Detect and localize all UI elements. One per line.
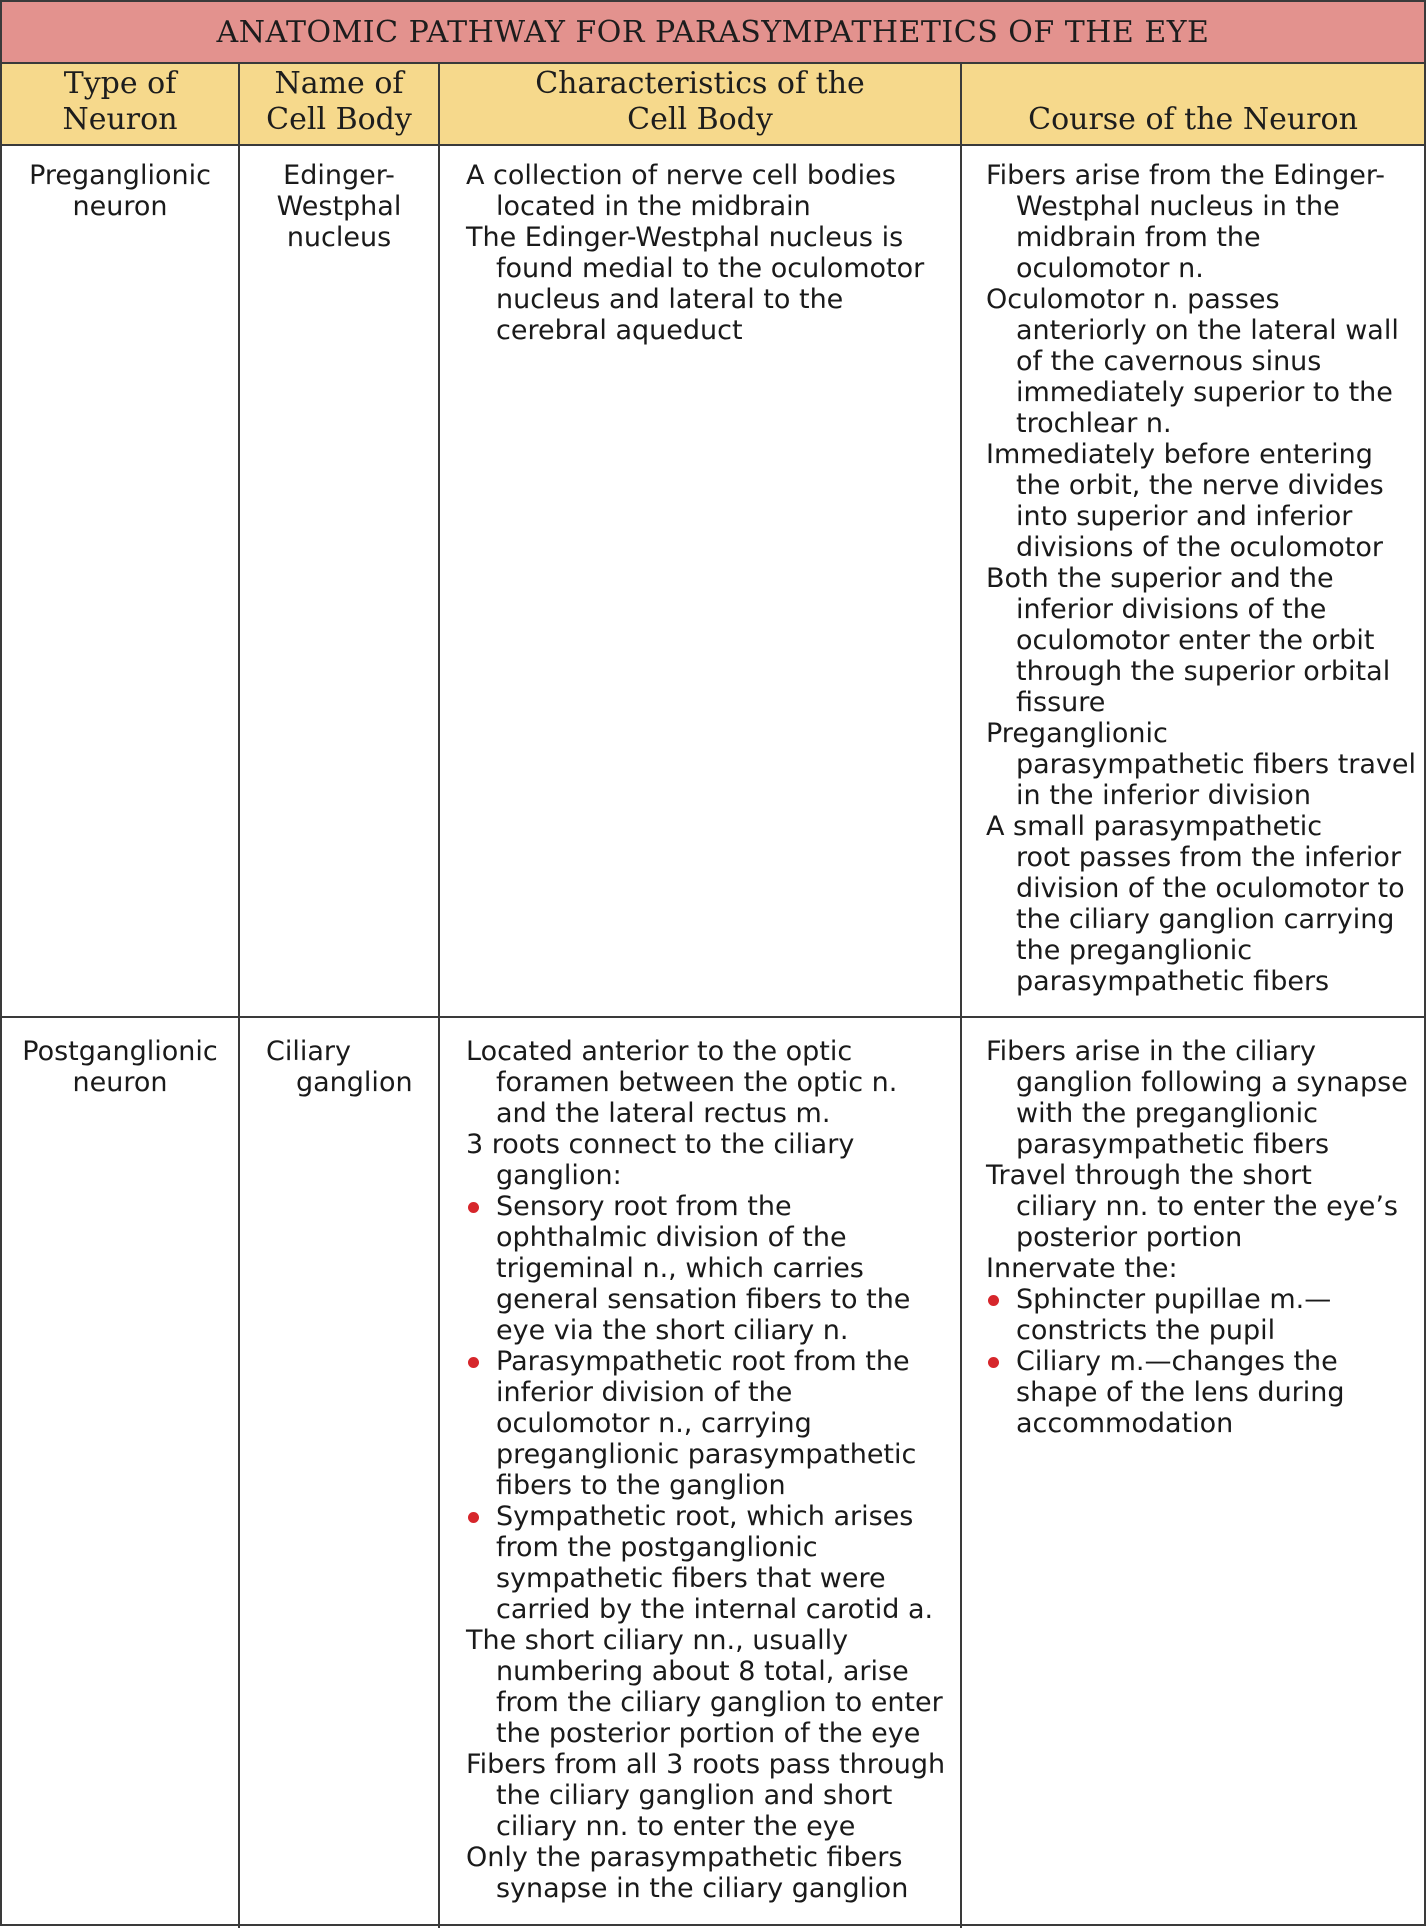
bullet-item [466,1501,954,1625]
text-line: Sensory root from the [496,1191,792,1222]
text-line: ganglion: [496,1160,622,1191]
row2-course-of-neuron [986,1036,1424,1439]
text-line: the preganglionic [1016,935,1253,966]
paragraph [986,1160,1424,1253]
text-line: A small parasympathetic [986,811,1323,842]
text-line: midbrain from the [1016,222,1261,253]
text-line: general sensation fibers to the [496,1284,911,1315]
text-line: fissure [1016,687,1106,718]
text-line: from the postganglionic [496,1532,818,1563]
header-type-line-2: Neuron [62,102,178,137]
row2-type-of-neuron [2,1036,238,1098]
header-type-of-neuron [2,64,238,144]
text-line: sympathetic fibers that were [496,1563,886,1594]
paragraph [466,1625,954,1749]
column-divider [438,64,440,1928]
header-type-line-1: Type of [63,66,177,101]
header-characteristics-line-2: Cell Body [627,102,773,137]
text-line: constricts the pupil [1016,1315,1276,1346]
text-line: Fibers from all 3 roots pass through [466,1749,946,1780]
text-line: trochlear n. [1016,408,1172,439]
table-title: ANATOMIC PATHWAY FOR PARASYMPATHETICS OF THE EYE [2,2,1424,64]
bullet-dot-icon [988,1295,999,1306]
text-line: accommodation [1016,1408,1234,1439]
text-line: inferior division of the [496,1377,793,1408]
paragraph [986,160,1424,284]
text-line: in the inferior division [1016,780,1311,811]
bullet-dot-icon [988,1357,999,1368]
text-line: the ciliary ganglion carrying [1016,904,1395,935]
header-course-of-neuron: Course of the Neuron [1028,102,1358,137]
row1-type-line: neuron [72,191,168,222]
text-line: into superior and inferior [1016,501,1353,532]
text-line: posterior portion [1016,1222,1243,1253]
text-line: eye via the short ciliary n. [496,1315,849,1346]
text-line: of the cavernous sinus [1016,346,1322,377]
row2-type-line: Postganglionic [22,1036,218,1067]
row2-name-paragraph [266,1036,438,1098]
text-line: Fibers arise from the Edinger- [986,160,1385,191]
text-line: the orbit, the nerve divides [1016,470,1384,501]
bullet-dot-icon [468,1512,479,1523]
row1-course-of-neuron [986,160,1424,997]
paragraph [986,563,1424,718]
text-line: fibers to the ganglion [496,1470,786,1501]
text-line: Westphal nucleus in the [1016,191,1340,222]
text-line: synapse in the ciliary ganglion [496,1873,909,1904]
row1-name-line: Edinger- [283,160,395,191]
text-line: inferior divisions of the [1016,594,1327,625]
paragraph [466,222,954,346]
paragraph [986,718,1424,811]
paragraph [986,1253,1424,1284]
text-line: Ciliary m.—changes the [1016,1346,1338,1377]
text-line: carried by the internal carotid a. [496,1594,934,1625]
column-divider [238,64,240,1928]
row2-name-of-cell-body [266,1036,438,1098]
header-name-of-cell-body [240,64,438,144]
text-line: and the lateral rectus m. [496,1098,831,1129]
row1-type-of-neuron [2,160,238,222]
text-line: root passes from the inferior [1016,842,1402,873]
text-line: Preganglionic [986,718,1168,749]
text-line: parasympathetic fibers [1016,1129,1330,1160]
text-line: foramen between the optic n. [496,1067,898,1098]
text-line: cerebral aqueduct [496,315,743,346]
paragraph [466,1749,954,1842]
text-line: trigeminal n., which carries [496,1253,864,1284]
bullet-item [466,1346,954,1501]
text-line: ciliary nn. to enter the eye [496,1811,856,1842]
text-line: divisions of the oculomotor [1016,532,1383,563]
text-line: A collection of nerve cell bodies [466,160,896,191]
paragraph [986,284,1424,439]
bullet-dot-icon [468,1202,479,1213]
table-header-row [2,64,1424,146]
text-line: ophthalmic division of the [496,1222,847,1253]
text-line: Fibers arise in the ciliary [986,1036,1317,1067]
header-characteristics-line-1: Characteristics of the [535,66,865,101]
paragraph [986,439,1424,563]
row1-characteristics [466,160,954,346]
text-line: nucleus and lateral to the [496,284,844,315]
text-line: Innervate the: [986,1253,1178,1284]
paragraph [466,1036,954,1129]
row-divider [2,1016,1424,1018]
header-characteristics [440,64,960,144]
text-line: found medial to the oculomotor [496,253,925,284]
text-line: Located anterior to the optic [466,1036,853,1067]
paragraph [466,1129,954,1191]
text-line: immediately superior to the [1016,377,1393,408]
text-line: ciliary nn. to enter the eye’s [1016,1191,1398,1222]
text-line: division of the oculomotor to [1016,873,1405,904]
text-line: 3 roots connect to the ciliary [466,1129,855,1160]
row2-type-line: neuron [72,1067,168,1098]
text-line: shape of the lens during [1016,1377,1345,1408]
text-line: oculomotor enter the orbit [1016,625,1375,656]
text-line: Immediately before entering [986,439,1373,470]
text-line: anteriorly on the lateral wall [1016,315,1399,346]
row1-name-line: nucleus [286,222,392,253]
row1-name-of-cell-body [240,160,438,253]
bullet-item [466,1191,954,1346]
text-line: Parasympathetic root from the [496,1346,910,1377]
text-line: the posterior portion of the eye [496,1718,921,1749]
text-line: preganglionic parasympathetic [496,1439,917,1470]
text-line: The Edinger-Westphal nucleus is [466,222,904,253]
bullet-dot-icon [468,1357,479,1368]
bullet-item [986,1284,1424,1346]
column-divider [960,64,962,1928]
text-line: oculomotor n. [1016,253,1204,284]
text-line: located in the midbrain [496,191,811,222]
text-line: with the preganglionic [1016,1098,1318,1129]
text-line: parasympathetic fibers [1016,966,1330,997]
row2-name-line: Ciliary [266,1036,351,1067]
row2-name-line: ganglion [296,1067,413,1098]
text-line: numbering about 8 total, arise [496,1656,909,1687]
paragraph [986,811,1424,997]
row1-type-line: Preganglionic [29,160,211,191]
text-line: Sphincter pupillae m.— [1016,1284,1332,1315]
text-line: Travel through the short [986,1160,1312,1191]
text-line: Oculomotor n. passes [986,284,1280,315]
text-line: parasympathetic fibers travel [1016,749,1417,780]
paragraph [466,1842,954,1904]
text-line: The short ciliary nn., usually [466,1625,849,1656]
text-line: ganglion following a synapse [1016,1067,1408,1098]
paragraph [466,160,954,222]
text-line: through the superior orbital [1016,656,1391,687]
text-line: Sympathetic root, which arises [496,1501,914,1532]
text-line: oculomotor n., carrying [496,1408,812,1439]
paragraph [986,1036,1424,1160]
text-line: Both the superior and the [986,563,1334,594]
row2-characteristics [466,1036,954,1904]
row1-name-line: Westphal [276,191,402,222]
bullet-item [986,1346,1424,1439]
text-line: the ciliary ganglion and short [496,1780,893,1811]
text-line: from the ciliary ganglion to enter [496,1687,943,1718]
text-line: Only the parasympathetic fibers [466,1842,903,1873]
header-name-line-1: Name of [274,66,404,101]
header-name-line-2: Cell Body [266,102,412,137]
